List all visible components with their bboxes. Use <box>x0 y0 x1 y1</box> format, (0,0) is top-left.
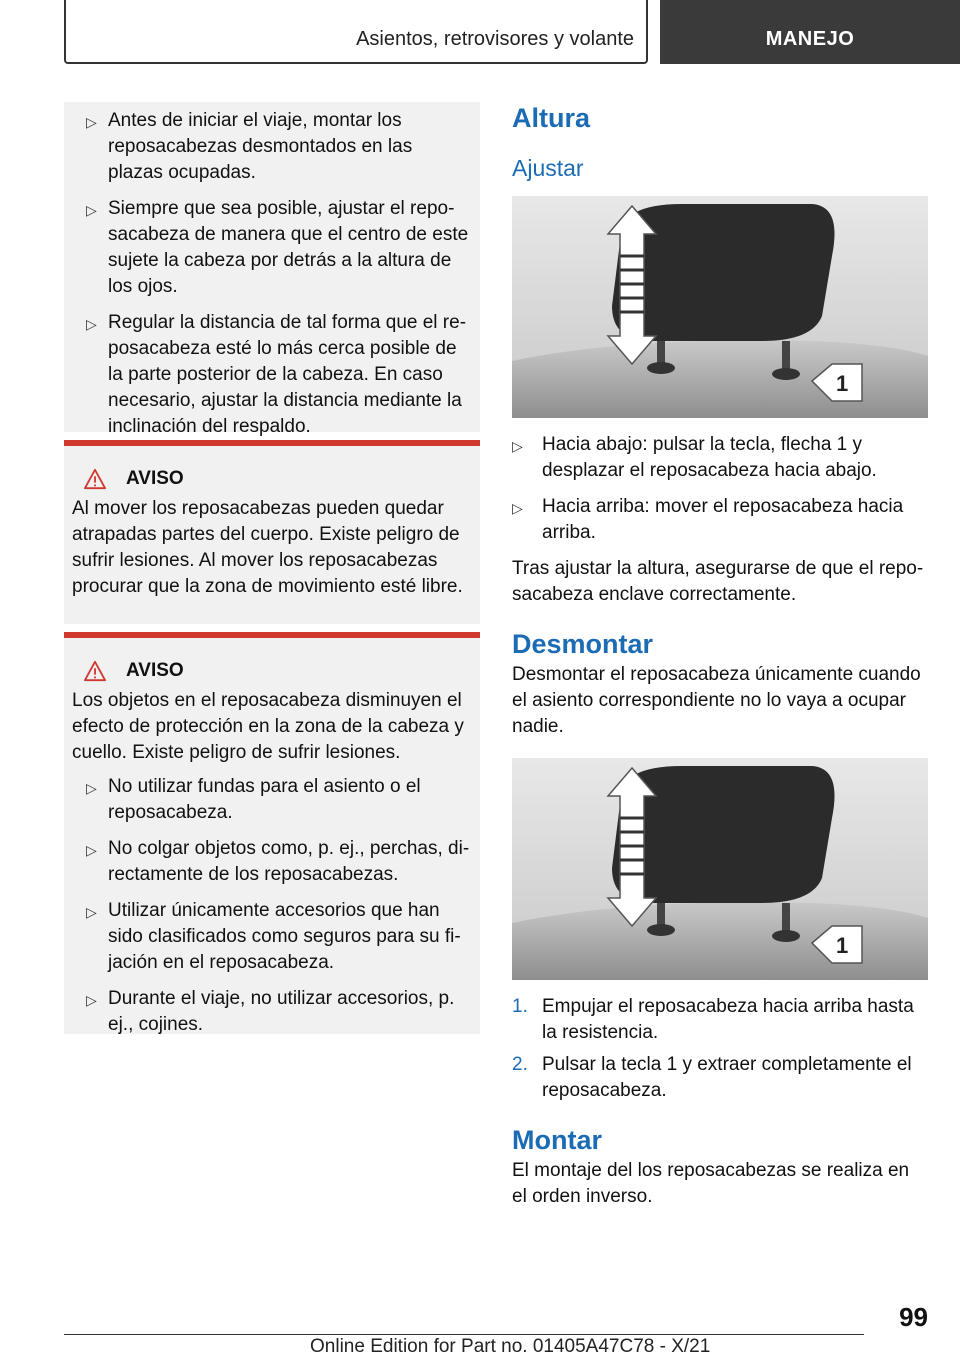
warning-triangle-icon <box>84 468 106 490</box>
list-item: ▷ Durante el viaje, no utilizar accesorios, p. ej., cojines. <box>86 988 455 1035</box>
warning-box-1 <box>64 440 480 624</box>
desmontar-text: Desmontar el reposacabeza únicamente cuando el asiento correspondiente no lo vaya a ocupar nadie. <box>512 664 921 737</box>
footer-edition: Online Edition for Part no. 01405A47C78 - X/21 <box>310 1336 711 1357</box>
list-item: 2. Pulsar la tecla 1 y extraer completamente el reposacabeza. <box>512 1054 912 1101</box>
triangle-bullet-icon: ▷ <box>86 842 97 858</box>
intro-bullet-list <box>72 108 470 440</box>
footer-divider <box>64 1334 864 1335</box>
list-item: ▷ Utilizar únicamente accesorios que han sido clasificados como seguros para su fijación en el reposacabeza. <box>86 900 461 973</box>
list-item: ▷ Hacia arriba: mover el reposacabeza hacia arriba. <box>512 496 904 543</box>
heading-montar: Montar <box>512 1125 602 1155</box>
header-section-tab <box>64 0 648 64</box>
chapter-title: MANEJO <box>765 28 855 50</box>
intro-box <box>64 102 480 437</box>
heading-ajustar: Ajustar <box>512 155 584 181</box>
list-item: ▷ Antes de iniciar el viaje, montar los reposacabezas desmontados en las plazas ocupadas. <box>86 110 413 183</box>
desmontar-steps <box>512 994 928 1104</box>
montar-text: El montaje del los reposacabezas se realiza en el orden inverso. <box>512 1160 910 1207</box>
headrest-illustration-2 <box>512 758 928 980</box>
headrest-illustration-1 <box>512 196 928 418</box>
warning-text: Al mover los reposacabezas pueden quedar atrapadas partes del cuerpo. Existe peligro de sufrir lesiones. Al mover los reposacabezas procurar que la zona de movimiento esté libre. <box>72 498 463 597</box>
list-item: ▷ Hacia abajo: pulsar la tecla, flecha 1 y desplazar el reposacabeza hacia abajo. <box>512 434 877 481</box>
triangle-bullet-icon: ▷ <box>86 114 97 130</box>
list-item: ▷ Siempre que sea posible, ajustar el reposacabeza de manera que el centro de este sujete la cabeza por detrás a la altura de los ojos. <box>86 198 469 297</box>
ajustar-note: Tras ajustar la altura, asegurarse de que el reposacabeza enclave correctamente. <box>512 558 924 605</box>
list-item: 1. Empujar el reposacabeza hacia arriba hasta la resistencia. <box>512 996 914 1043</box>
warning-header <box>72 656 470 686</box>
heading-altura: Altura <box>512 103 591 133</box>
triangle-bullet-icon: ▷ <box>86 992 97 1008</box>
list-item: ▷ No utilizar fundas para el asiento o el reposacabeza. <box>86 776 421 823</box>
list-item: ▷ Regular la distancia de tal forma que el reposacabeza esté lo más cerca posible de la parte posterior de la cabeza. En caso necesario, ajustar la distancia mediante la inclinación del respaldo. <box>86 312 467 437</box>
heading-desmontar: Desmontar <box>512 629 654 659</box>
warning-title: AVISO <box>126 660 184 681</box>
warning-header <box>72 464 470 494</box>
triangle-bullet-icon: ▷ <box>512 500 523 516</box>
warning-text: Los objetos en el reposacabeza disminuyen el efecto de protección en la zona de la cabeza y cuello. Existe peligro de sufrir lesiones. <box>72 690 464 763</box>
triangle-bullet-icon: ▷ <box>86 316 97 332</box>
warning-bullet-list <box>72 774 470 1038</box>
triangle-bullet-icon: ▷ <box>86 780 97 796</box>
warning-title: AVISO <box>126 468 184 489</box>
triangle-bullet-icon: ▷ <box>86 202 97 218</box>
section-title: Asientos, retrovisores y volante <box>356 28 634 50</box>
right-column <box>512 100 928 1218</box>
figure-label-1: 1 <box>836 371 849 396</box>
list-item: ▷ No colgar objetos como, p. ej., perchas, directamente de los reposacabezas. <box>86 838 470 885</box>
header-chapter-tab <box>660 0 960 64</box>
triangle-bullet-icon: ▷ <box>512 438 523 454</box>
page-number: 99 <box>899 1302 928 1332</box>
left-column <box>64 102 480 1034</box>
ajustar-bullet-list <box>512 432 928 546</box>
figure-label-2: 1 <box>836 933 849 958</box>
triangle-bullet-icon: ▷ <box>86 904 97 920</box>
warning-triangle-icon <box>84 660 106 682</box>
warning-box-2 <box>64 632 480 1034</box>
